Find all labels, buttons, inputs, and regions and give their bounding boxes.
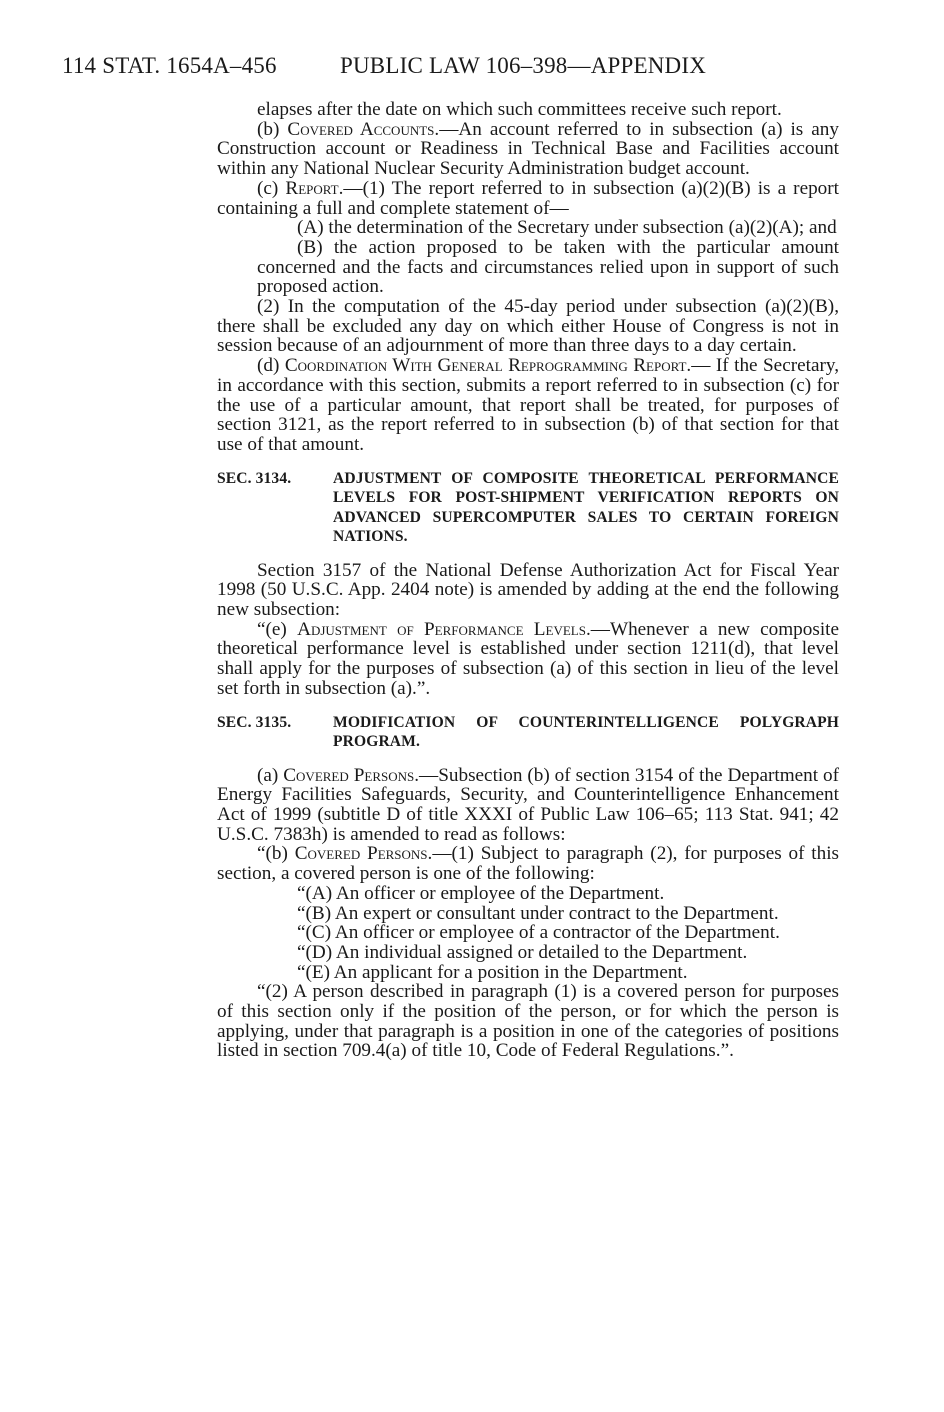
caption-report: Report. [285,177,344,199]
quoted-paragraph-2: “(2) A person described in paragraph (1) is a covered person for purposes of this section only if the position of the person, or for which the person is applying, under that paragraph is a position in one of the categories of positions listed in section 709.4(a) of title 10, Code of Federal Regulations.”. [217,981,839,1062]
subparagraph-b: (B) the action proposed to be taken with the particular amount concerned and the facts and circumstances relied upon in support of such proposed action. [257,236,839,298]
caption-adjustment: Adjustment of Performance Levels. [297,618,591,640]
section-number: SEC. 3134. [217,469,292,487]
caption-covered-persons: Covered Persons. [283,764,420,786]
section-number: SEC. 3135. [217,713,292,731]
list-item-c: “(C) An officer or employee of a contractor of the Department. [297,922,780,944]
subsection-e-quoted: “(e) Adjustment of Performance Levels.—Whenever a new composite theoretical performance level is established under section 1211(d), that level shall apply for the purposes of subsection (a) of this section in lieu of the level set forth in subsection (a).”. [217,618,839,699]
section-3134-text: Section 3157 of the National Defense Authorization Act for Fiscal Year 1998 (50 U.S.C. App. 2404 note) is amended by adding at the end the following new subsection: [217,559,839,621]
subsection-b: (b) Covered Accounts.—An account referred to in subsection (a) is any Construction account or Readiness in Technical Base and Facilities account within any National Nuclear Security Administration budget account. [217,118,839,180]
section-3135-subsection-a: (a) Covered Persons.—Subsection (b) of section 3154 of the Department of Energy Facilities Safeguards, Security, and Counterintelligence Enhancement Act of 1999 (subtitle D of title XXXI of Public Law 106–65; 113 Stat. 941; 42 U.S.C. 7383h) is amended to read as follows: [217,764,840,845]
section-title: ADJUSTMENT OF COMPOSITE THEORETICAL PERFORMANCE LEVELS FOR POST-SHIPMENT VERIFICATION REPORTS ON ADVANCED SUPERCOMPUTER SALES TO CERTAIN FOREIGN NATIONS. [333,469,839,546]
running-head [62,51,822,81]
stat-reference: 114 STAT. 1654A–456 [62,53,277,78]
section-heading-3135 [217,713,839,752]
list-item-a: “(A) An officer or employee of the Department. [297,882,665,904]
caption-covered-persons-quoted: Covered Persons. [294,843,433,865]
list-item-d: “(D) An individual assigned or detailed to the Department. [297,941,748,963]
paragraph-2: (2) In the computation of the 45-day period under subsection (a)(2)(B), there shall be excluded any day on which either House of Congress is not in session because of an adjournment of more than three days to a day certain. [217,296,839,357]
section-heading-3134 [217,469,839,547]
list-item-b: “(B) An expert or consultant under contract to the Department. [297,902,779,924]
subparagraph-a: (A) the determination of the Secretary under subsection (a)(2)(A); and [297,217,837,239]
paragraph-continuation: elapses after the date on which such committees receive such report. [257,99,782,120]
quoted-subsection-b: “(b) Covered Persons.—(1) Subject to paragraph (2), for purposes of this section, a covered person is one of the following: [217,843,839,885]
section-title: MODIFICATION OF COUNTERINTELLIGENCE POLYGRAPH PROGRAM. [333,713,839,751]
list-item-e: “(E) An applicant for a position in the Department. [297,961,688,983]
caption-covered-accounts: Covered Accounts. [287,118,440,140]
caption-coordination: Coordination With General Reprogramming Report. [284,355,692,377]
subsection-c: (c) Report.—(1) The report referred to in subsection (a)(2)(B) is a report containing a full and complete statement of— [217,177,840,219]
subsection-d: (d) Coordination With General Reprogramming Report.— If the Secretary, in accordance with this section, submits a report referred to in subsection (c) for the use of a particular amount, that report shall be treated, for purposes of section 3121, as the report referred to in subsection (b) of that section for that use of that amount. [217,355,839,455]
body-text [217,100,839,1061]
law-title: PUBLIC LAW 106–398—APPENDIX [340,53,707,78]
